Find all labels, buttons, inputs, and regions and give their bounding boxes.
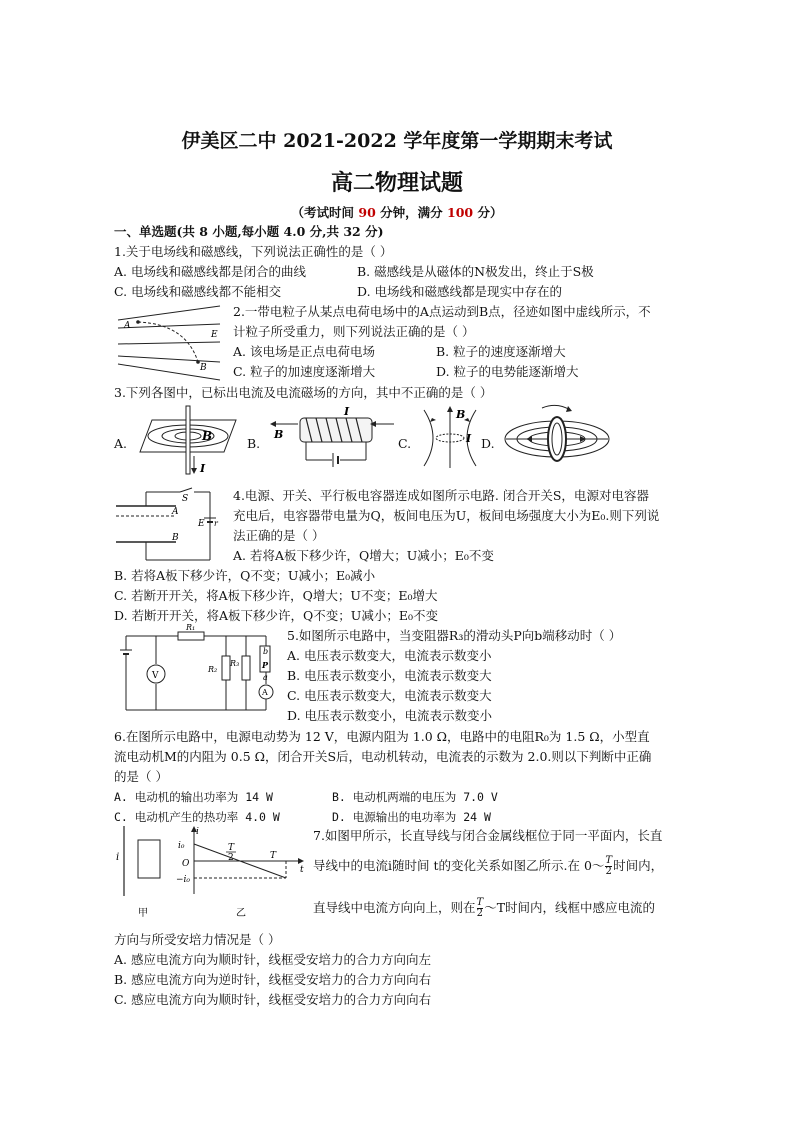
q2-label-b: B xyxy=(200,363,207,373)
q2-field-figure xyxy=(116,304,222,380)
q2-option-c: C. 粒子的加速度逐渐增大 xyxy=(233,364,376,379)
q2-label-e: E xyxy=(211,330,218,340)
q1-option-c: C. 电场线和磁感线都不能相交 xyxy=(114,284,282,299)
q5-label-b: b xyxy=(263,647,269,656)
exam-subject: 高二物理试题 xyxy=(330,170,463,196)
exam-info-mid: 分钟，满分 xyxy=(380,205,443,220)
q4-stem-line1: 4.电源、开关、平行板电容器连成如图所示电路. 闭合开关S，电源对电容器 xyxy=(233,488,649,503)
q5-stem: 5.如图所示电路中，当变阻器R₃的滑动头P向b端移动时（ ） xyxy=(287,628,622,643)
q4-option-b: B. 若将A板下移少许，Q不变；U减小；E₀减小 xyxy=(114,568,376,583)
q6-stem-line1: 6.在图所示电路中，电源电动势为 12 V，电源内阻为 1.0 Ω，电路中的电阻R₀为 1.5 Ω，小型直 xyxy=(114,729,650,744)
q5-label-r3: R₃ xyxy=(230,659,240,668)
q4-label-e: E xyxy=(198,519,205,529)
q7-axis-origin: O xyxy=(182,859,190,869)
q3b-label-i: I xyxy=(344,405,350,418)
q7-wire-loop-figure xyxy=(116,826,176,918)
q7-stem-line3 xyxy=(313,898,655,919)
q7-axis-i: i xyxy=(196,827,199,837)
q7-stem-line2a: 导线中的电流i随时间 t的变化关系如图乙所示.在 0～ xyxy=(313,858,605,873)
q7-stem-line3a: 直导线中电流方向向上，则在 xyxy=(313,900,476,915)
q7-frac2-den: 2 xyxy=(476,908,484,919)
q5-option-d: D. 电压表示数变小，电流表示数变小 xyxy=(287,708,493,723)
q7-frac2-num: T xyxy=(476,897,484,908)
q4-label-b: B xyxy=(172,533,179,543)
q7-axis-neg-i0: −i₀ xyxy=(176,875,191,885)
q7-tick-t: T xyxy=(270,851,277,861)
q7-jia-label-i: i xyxy=(116,852,120,863)
q3-option-c-label: C. xyxy=(398,436,412,451)
q6-option-d: D. 电源输出的电功率为 24 W xyxy=(332,810,491,824)
q6-stem-line2: 流电动机M的内阻为 0.5 Ω，闭合开关S后，电动机转动，电流表的示数为 2.0.则以下判断中正确 xyxy=(114,749,652,764)
section-heading: 一、单选题(共 8 小题,每小题 4.0 分,共 32 分) xyxy=(114,224,384,239)
q5-option-c: C. 电压表示数变大，电流表示数变大 xyxy=(287,688,492,703)
exam-title: 伊美区二中 2021-2022 学年度第一学期期末考试 xyxy=(181,130,613,152)
q7-stem-line2b: 时间内， xyxy=(613,858,664,873)
q3-option-b-label: B. xyxy=(247,436,261,451)
q7-fraction-1 xyxy=(605,856,612,877)
q7-tick-half-num: T xyxy=(228,843,235,853)
q3c-label-i: I xyxy=(466,432,472,445)
q7-label-yi: 乙 xyxy=(236,908,246,919)
q7-option-b: B. 感应电流方向为逆时针，线框受安培力的合力方向向右 xyxy=(114,972,432,987)
q7-current-graph xyxy=(176,826,308,918)
q5-label-p: P xyxy=(262,660,269,670)
q4-label-a: A xyxy=(172,507,179,517)
q2-stem-line2: 计粒子所受重力，则下列说法正确的是（ ） xyxy=(233,324,475,339)
exam-time: 90 xyxy=(358,205,376,220)
exam-info-prefix: （考试时间 xyxy=(291,205,355,220)
q2-label-a: A xyxy=(124,321,131,331)
q5-label-a: A xyxy=(262,688,268,697)
q3b-label-b: B xyxy=(274,428,284,441)
q3-stem: 3.下列各图中，已标出电流及电流磁场的方向，其中不正确的是（ ） xyxy=(114,385,493,400)
q4-option-d: D. 若断开开关，将A板下移少许，Q不变；U减小；E₀不变 xyxy=(114,608,438,623)
q3-figure-d xyxy=(502,406,612,472)
exam-info xyxy=(0,203,794,221)
q5-label-r2: R₂ xyxy=(208,665,218,674)
q5-rheostat-circuit xyxy=(116,623,278,714)
q2-option-b: B. 粒子的速度逐渐增大 xyxy=(436,344,566,359)
q4-stem-line2: 充电后，电容器带电量为Q，板间电压为U，板间电场强度大小为E₀.则下列说 xyxy=(233,508,660,523)
q7-stem-line2 xyxy=(313,856,663,877)
q4-option-a: A. 若将A板下移少许，Q增大；U减小；E₀不变 xyxy=(233,548,494,563)
q6-stem-line3: 的是（ ） xyxy=(114,769,168,784)
q1-option-d: D. 电场线和磁感线都是现实中存在的 xyxy=(357,284,563,299)
q7-option-a: A. 感应电流方向为顺时针，线框受安培力的合力方向向左 xyxy=(114,952,431,967)
q7-fraction-2 xyxy=(477,898,484,919)
q5-option-b: B. 电压表示数变小，电流表示数变大 xyxy=(287,668,492,683)
q6-option-b: B. 电动机两端的电压为 7.0 V xyxy=(332,790,498,804)
q7-stem-line3b: ～T时间内，线框中感应电流的 xyxy=(484,900,656,915)
q3a-label-b: B xyxy=(202,429,213,443)
q5-option-a: A. 电压表示数变大，电流表示数变小 xyxy=(287,648,492,663)
q3c-label-b: B xyxy=(456,408,466,421)
q3-figure-c xyxy=(418,406,482,470)
q3-option-a-label: A. xyxy=(114,436,128,451)
q3-option-d-label: D. xyxy=(481,436,495,451)
q1-stem: 1.关于电场线和磁感线，下列说法正确性的是（ ） xyxy=(114,244,393,259)
q2-stem-line1: 2.一带电粒子从某点电荷电场中的A点运动到B点，径迹如图中虚线所示，不 xyxy=(233,304,651,319)
q4-capacitor-circuit xyxy=(116,486,220,566)
q3-figure-b xyxy=(270,406,396,468)
q5-label-aa: a xyxy=(263,673,268,682)
q7-tick-half-den: 2 xyxy=(228,853,234,863)
q7-stem-line1: 7.如图甲所示，长直导线与闭合金属线框位于同一平面内，长直 xyxy=(313,828,663,843)
q1-option-b: B. 磁感线是从磁体的N极发出，终止于S极 xyxy=(357,264,594,279)
q6-option-a: A. 电动机的输出功率为 14 W xyxy=(114,790,273,804)
exam-info-suffix: 分） xyxy=(477,205,503,220)
q5-label-r1: R₁ xyxy=(186,623,196,632)
q4-stem-line3: 法正确的是（ ） xyxy=(233,528,325,543)
q2-option-a: A. 该电场是正点电荷电场 xyxy=(233,344,375,359)
q2-option-d: D. 粒子的电势能逐渐增大 xyxy=(436,364,579,379)
q3-figure-a xyxy=(132,406,244,476)
q7-option-c: C. 感应电流方向为顺时针，线框受安培力的合力方向向右 xyxy=(114,992,432,1007)
q6-option-c: C. 电动机产生的热功率 4.0 W xyxy=(114,810,280,824)
q7-frac1-den: 2 xyxy=(605,866,612,877)
q1-option-a: A. 电场线和磁感线都是闭合的曲线 xyxy=(114,264,306,279)
q7-label-jia: 甲 xyxy=(138,908,148,919)
q4-label-s: S xyxy=(182,494,189,504)
q7-axis-t: t xyxy=(300,865,304,875)
q3a-label-i: I xyxy=(200,462,206,475)
q4-label-r: r xyxy=(214,519,218,528)
exam-score: 100 xyxy=(447,205,474,220)
q7-frac1-num: T xyxy=(605,855,613,866)
q7-stem-line4: 方向与所受安培力情况是（ ） xyxy=(114,932,281,947)
q5-label-v: V xyxy=(152,671,159,681)
q4-option-c: C. 若断开开关，将A板下移少许，Q增大；U不变；E₀增大 xyxy=(114,588,438,603)
q7-axis-i0: i₀ xyxy=(178,841,185,851)
